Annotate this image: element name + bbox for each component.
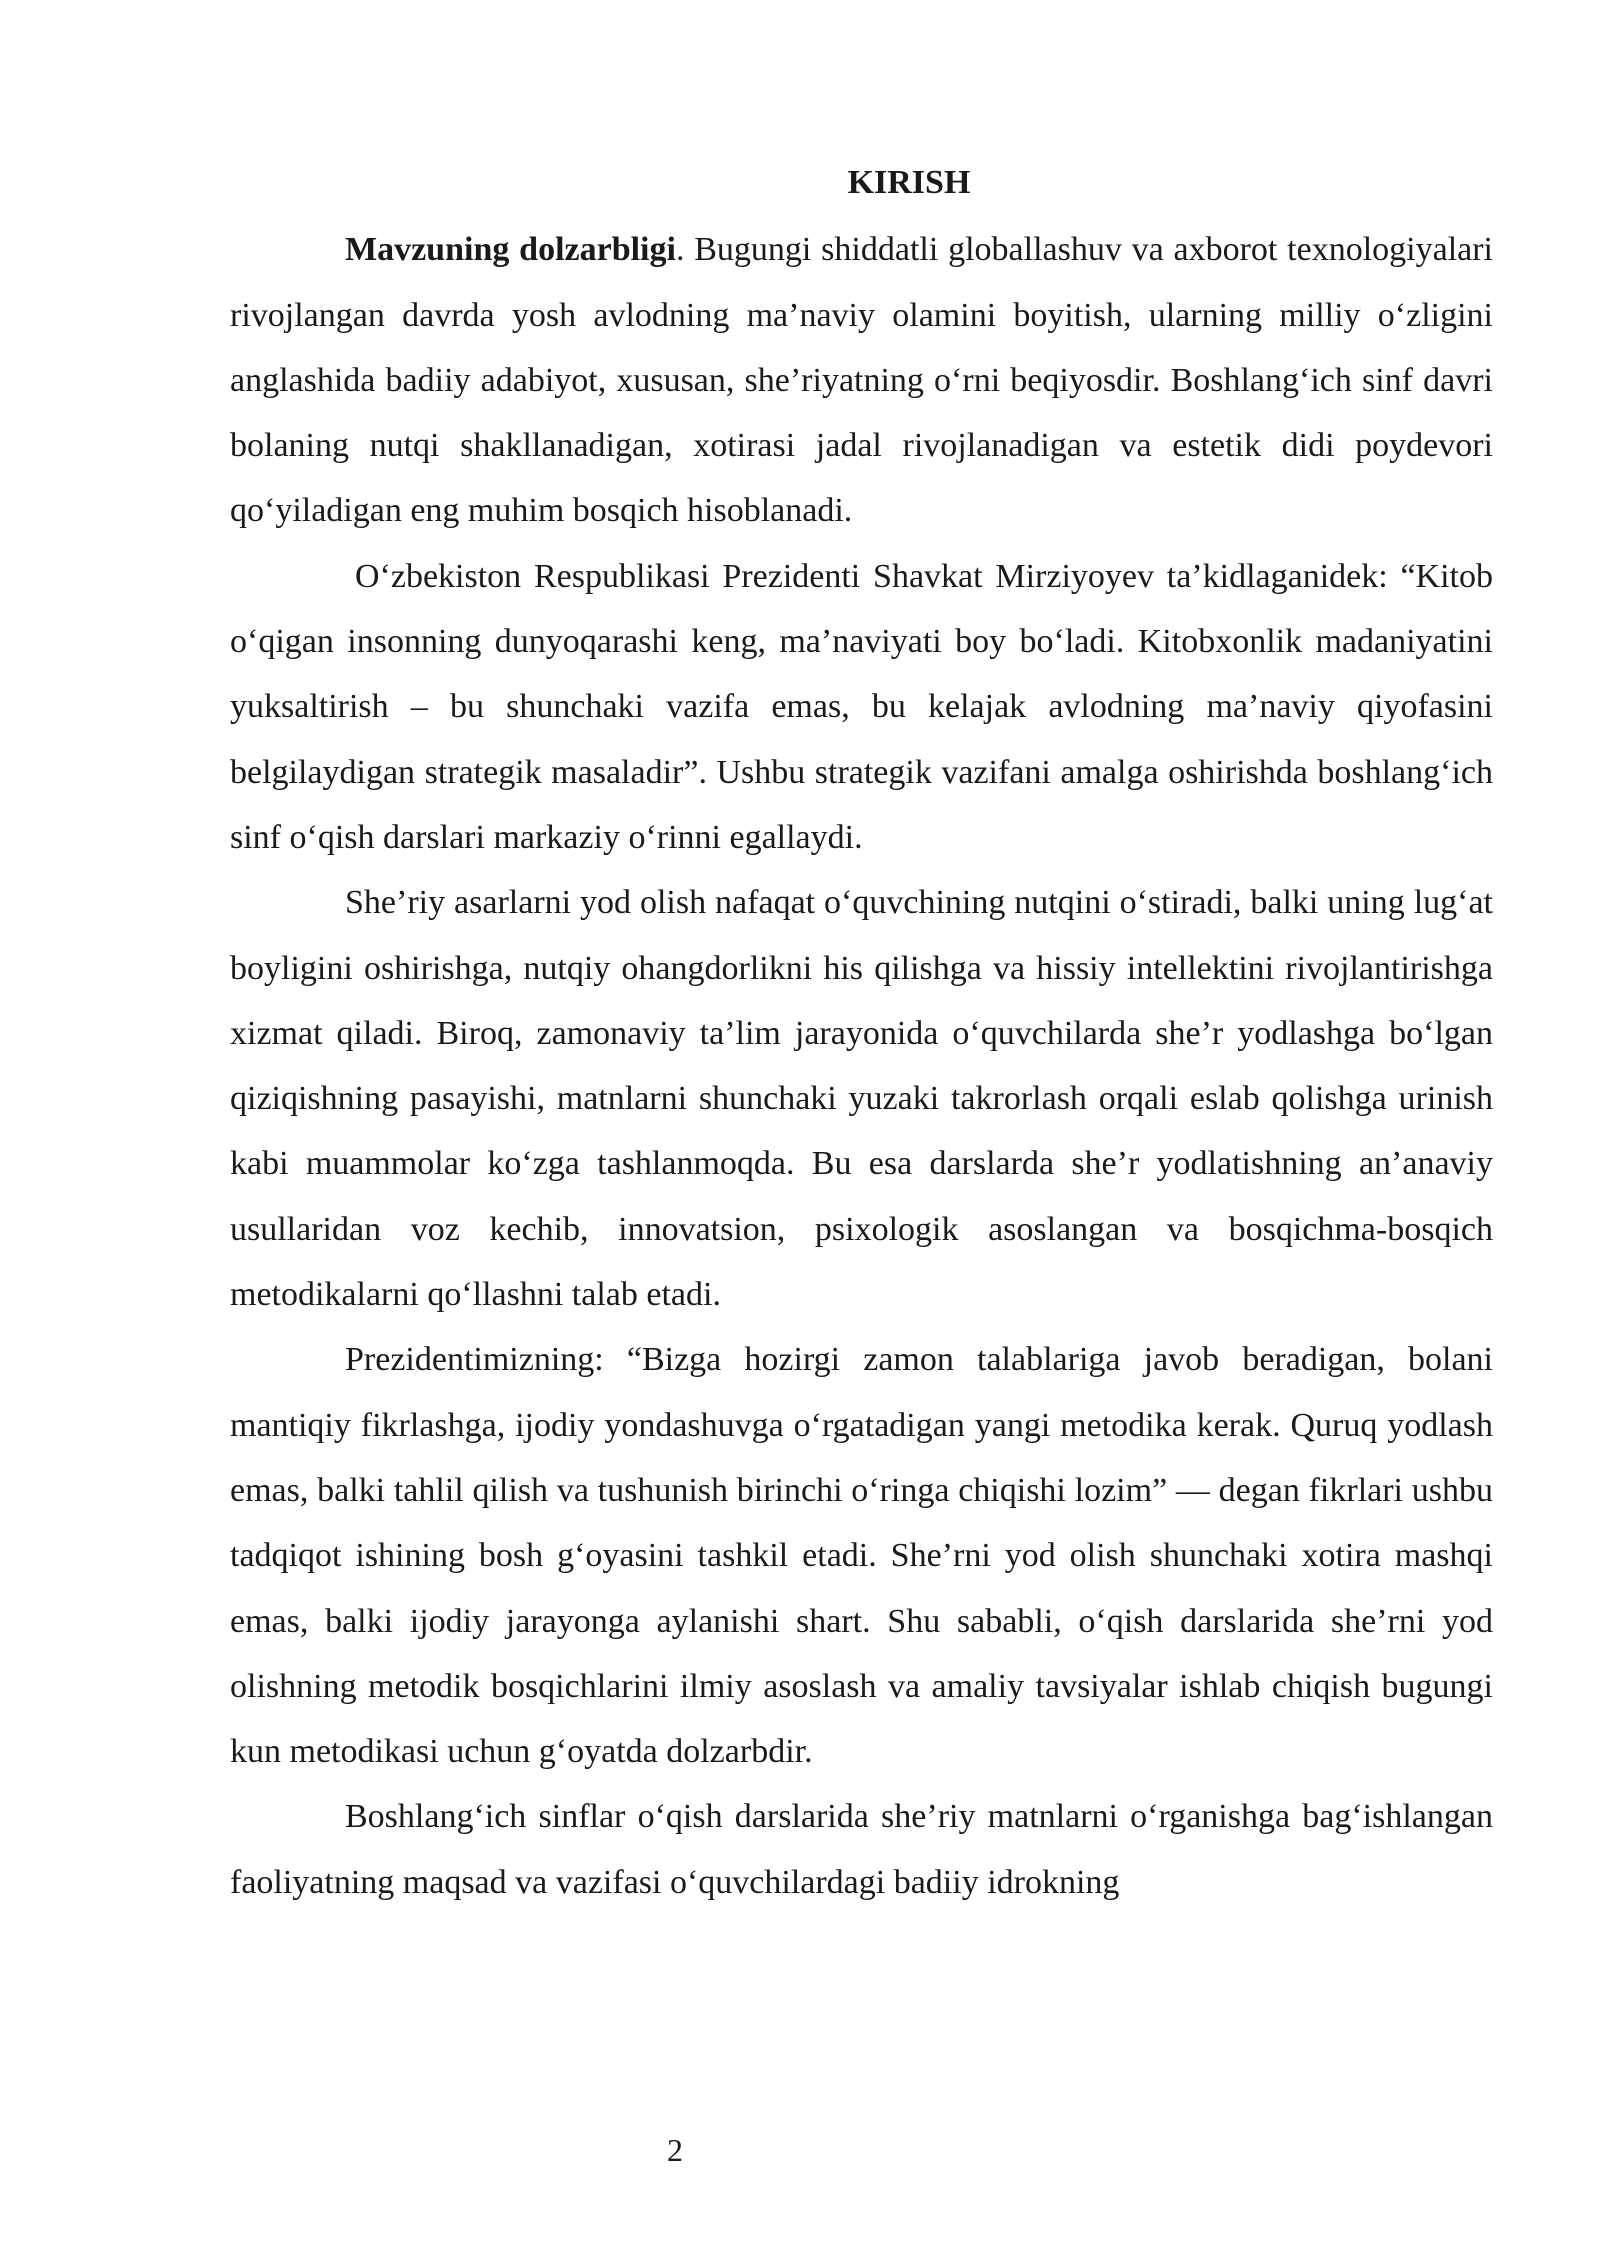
paragraph-text: Boshlang‘ich sinflar o‘qish darslarida she’riy matnlarni o‘rganishga bag‘ishlangan faoliyatning maqsad va vazifasi o‘quvchilardagi badiiy idrokning — [230, 1798, 1493, 1901]
paragraph-text: She’riy asarlarni yod olish nafaqat o‘quvchining nutqini o‘stiradi, balki uning lug‘at boyligini oshirishga, nutqiy ohangdorlikni his qilishga va hissiy intellektini rivojlantirishga xizmat qiladi. Biroq, zamonaviy ta’lim jarayonida o‘quvchilarda she’r yodlashga bo‘lgan qiziqishning pasayishi, matnlarni shunchaki yuzaki takrorlash orqali eslab qolishga urinish kabi muammolar ko‘zga tashlanmoqda. Bu esa darslarda she’r yodlatishning an’anaviy usullaridan voz kechib, innovatsion, psixologik asoslangan va bosqichma-bosqich metodikalarni qo‘llashni talab etadi. — [230, 884, 1493, 1314]
paragraph-lead: Mavzuning dolzarbligi — [345, 231, 676, 269]
page-number: 2 — [667, 2132, 683, 2168]
paragraph-poetry-memorization — [230, 870, 1493, 1327]
paragraph-text: . Bugungi shiddatli globallashuv va axborot texnologiyalari rivojlangan davrda yosh avlodning ma’naviy olamini boyitish, ularning milliy o‘zligini anglashida badiiy adabiyot, xususan, she’riyatning o‘rni beqiyosdir. Boshlang‘ich sinf davri bolaning nutqi shakllanadigan, xotirasi jadal rivojlanadigan va estetik didi poydevori qo‘yiladigan eng muhim bosqich hisoblanadi. — [230, 231, 1494, 530]
document-body — [230, 150, 1493, 1915]
paragraph-methodology — [230, 1327, 1493, 1784]
paragraph-president-quote — [230, 544, 1493, 870]
paragraph-text: Prezidentimizning: “Bizga hozirgi zamon talablariga javob beradigan, bolani mantiqiy fikrlashga, ijodiy yondashuvga o‘rgatadigan yangi metodika kerak. Quruq yodlash emas, balki tahlil qilish va tushunish birinchi o‘ringa chiqishi lozim” — degan fikrlari ushbu tadqiqot ishining bosh g‘oyasini tashkil etadi. She’rni yod olish shunchaki xotira mashqi emas, balki ijodiy jarayonga aylanishi shart. Shu sababli, o‘qish darslarida she’rni yod olishning metodik bosqichlarini ilmiy asoslash va amaliy tavsiyalar ishlab chiqish bugungi kun metodikasi uchun g‘oyatda dolzarbdir. — [230, 1341, 1493, 1771]
paragraph-text: O‘zbekiston Respublikasi Prezidenti Shavkat Mirziyoyev ta’kidlaganidek: “Kitob o‘qigan insonning dunyoqarashi keng, ma’naviyati boy bo‘ladi. Kitobxonlik madaniyatini yuksaltirish – bu shunchaki vazifa emas, bu kelajak avlodning ma’naviy qiyofasini belgilaydigan strategik masaladir”. Ushbu strategik vazifani amalga oshirishda boshlang‘ich sinf o‘qish darslari markaziy o‘rinni egallaydi. — [230, 557, 1493, 856]
page-title: KIRISH — [847, 164, 971, 201]
paragraph-relevance — [230, 217, 1493, 543]
paragraph-goals — [230, 1784, 1493, 1915]
